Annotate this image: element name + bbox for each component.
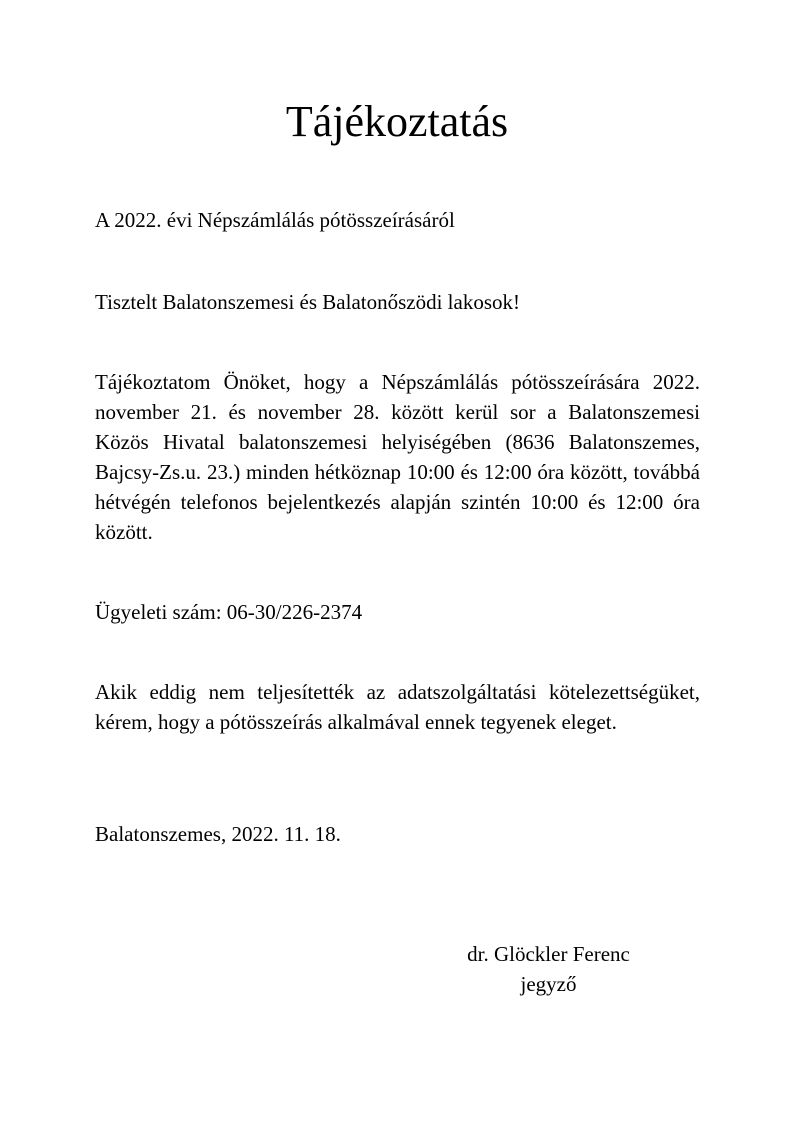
signatory-role: jegyző (520, 972, 577, 996)
signatory-name: dr. Glöckler Ferenc (467, 942, 630, 966)
signature-block (440, 939, 657, 999)
document-subject: A 2022. évi Népszámlálás pótösszeírásáról (95, 208, 455, 232)
body-paragraph: Tájékoztatom Önöket, hogy a Népszámlálás pótösszeírására 2022. november 21. és november 28. között kerül sor a Balatonszemesi Közös Hivatal balatonszemesi helyiségében (8636 Balatonszemes, Bajcsy-Zs.u. 23.) minden hétköznap 10:00 és 12:00 óra között, továbbá hétvégén telefonos bejelentkezés alapján szintén 10:00 és 12:00 óra között. (95, 370, 700, 544)
place-and-date: Balatonszemes, 2022. 11. 18. (95, 822, 341, 846)
request-paragraph: Akik eddig nem teljesítették az adatszolgáltatási kötelezettségüket, kérem, hogy a pótösszeírás alkalmával ennek tegyenek eleget. (95, 680, 700, 734)
document-title: Tájékoztatás (285, 97, 509, 146)
duty-phone-number: Ügyeleti szám: 06-30/226-2374 (95, 600, 363, 624)
greeting: Tisztelt Balatonszemesi és Balatonőszödi lakosok! (95, 290, 520, 314)
